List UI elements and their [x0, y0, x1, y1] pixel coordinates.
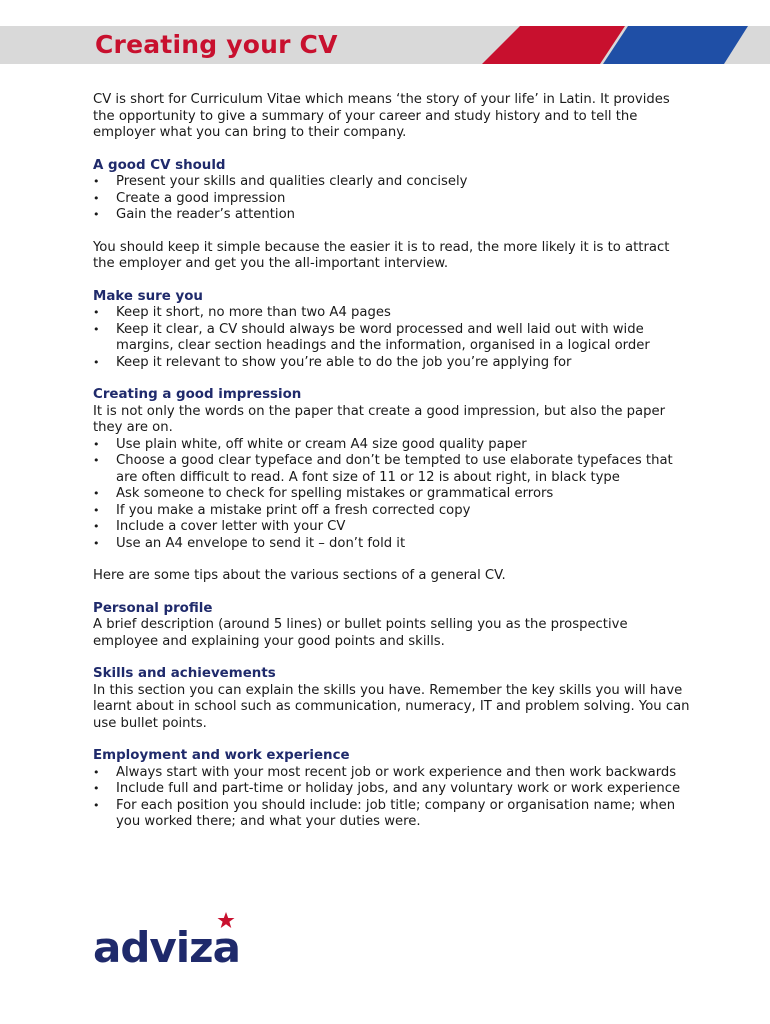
- list-item: • Create a good impression: [93, 191, 693, 208]
- list-item: • Keep it clear, a CV should always be word processed and well laid out with wide margins, clear section headings and the information, organised in a logical order: [93, 322, 693, 355]
- logo-wordmark: adviza: [93, 923, 240, 970]
- document-body: [93, 92, 693, 847]
- logo-graphic: [93, 910, 268, 970]
- list-item: • Include a cover letter with your CV: [93, 519, 693, 536]
- list-item: • Always start with your most recent job or work experience and then work backwards: [93, 765, 693, 782]
- profile-heading: Personal profile: [93, 600, 213, 616]
- tips-paragraph: Here are some tips about the various sections of a general CV.: [93, 568, 506, 583]
- skills-heading: Skills and achievements: [93, 666, 276, 681]
- red-stripe: [482, 26, 625, 64]
- list-item: • For each position you should include: job title; company or organisation name; when you worked there; and what your duties were.: [93, 798, 693, 831]
- list-item: • Gain the reader’s attention: [93, 207, 693, 224]
- list-item: • Choose a good clear typeface and don’t be tempted to use elaborate typefaces that are often difficult to read. A font size of 11 or 12 is about right, in black type: [93, 453, 693, 486]
- list-item: • Include full and part-time or holiday jobs, and any voluntary work or work experience: [93, 781, 693, 798]
- impression-list: [93, 437, 693, 553]
- blue-stripe: [603, 26, 748, 64]
- adviza-logo: [93, 910, 268, 974]
- list-item: • Ask someone to check for spelling mistakes or grammatical errors: [93, 486, 693, 503]
- list-item: • If you make a mistake print off a fresh corrected copy: [93, 503, 693, 520]
- page-title: Creating your CV: [95, 30, 338, 59]
- list-item: • Use an A4 envelope to send it – don’t fold it: [93, 536, 693, 553]
- make-sure-heading: Make sure you: [93, 288, 203, 304]
- employment-heading: Employment and work experience: [93, 748, 350, 763]
- employment-list: [93, 765, 693, 831]
- list-item: • Keep it relevant to show you’re able to do the job you’re applying for: [93, 355, 693, 372]
- skills-paragraph: In this section you can explain the skills you have. Remember the key skills you will have learnt about in school such as communication, numeracy, IT and problem solving. You can use bullet points.: [93, 682, 690, 731]
- impression-heading: Creating a good impression: [93, 387, 302, 402]
- good-cv-list: [93, 174, 693, 224]
- impression-paragraph: It is not only the words on the paper that create a good impression, but also the paper they are on.: [93, 403, 666, 435]
- make-sure-list: [93, 305, 693, 371]
- good-cv-heading: A good CV should: [93, 157, 226, 173]
- intro-paragraph: CV is short for Curriculum Vitae which means ‘the story of your life’ in Latin. It provides the opportunity to give a summary of your career and study history and to tell the employer what you can bring to their company.: [93, 92, 670, 140]
- profile-paragraph: A brief description (around 5 lines) or bullet points selling you as the prospective employee and explaining your good points and skills.: [93, 617, 628, 649]
- list-item: • Keep it short, no more than two A4 pages: [93, 305, 693, 322]
- header-banner: [0, 26, 770, 64]
- list-item: • Present your skills and qualities clearly and concisely: [93, 174, 693, 191]
- simple-paragraph: You should keep it simple because the easier it is to read, the more likely it is to attract the employer and get you the all-important interview.: [93, 239, 670, 271]
- list-item: • Use plain white, off white or cream A4 size good quality paper: [93, 437, 693, 454]
